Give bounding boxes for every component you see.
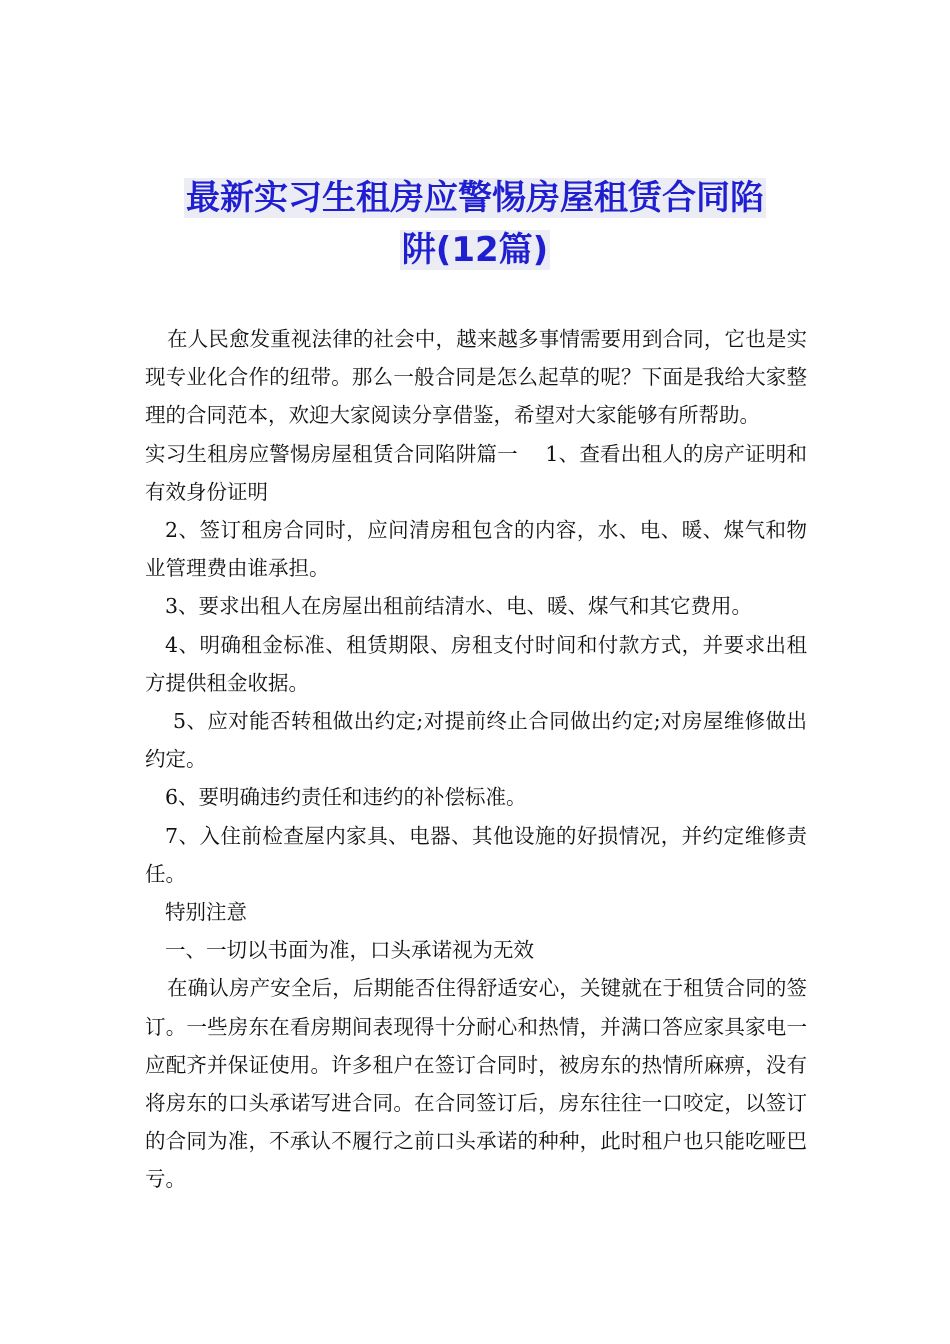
note-item-1-paragraph: 在确认房产安全后，后期能否住得舒适安心，关键就在于租赁合同的签订。一些房东在看房期间表现得十分耐心和热情，并满口答应家具家电一应配齐并保证使用。许多租户在签订合同时，被房东的热情所麻痹，没有将房东的口头承诺写进合同。在合同签订后，房东往往一口咬定，以签订的合同为准，不承认不履行之前口头承诺的种种，此时租户也只能吃哑巴亏。: [145, 976, 807, 1192]
title-line-1: 最新实习生租房应警惕房屋租赁合同陷: [186, 178, 764, 218]
list-item-3: 3、要求出租人在房屋出租前结清水、电、暖、煤气和其它费用。: [165, 594, 753, 619]
list-item-7: 7、入住前检查屋内家具、电器、其他设施的好损情况，并约定维修责任。: [145, 823, 807, 886]
list-item-6: 6、要明确违约责任和违约的补偿标准。: [165, 785, 527, 810]
list-item-2: 2、签订租房合同时，应问清房租包含的内容，水、电、暖、煤气和物业管理费由谁承担。: [145, 518, 807, 581]
title-line-2: 阱(12篇): [401, 230, 549, 270]
special-note-heading: 特别注意: [165, 900, 247, 925]
section-heading-paragraph: 实习生租房应警惕房屋租赁合同陷阱篇一 1、查看出租人的房产证明和有效身份证明: [145, 441, 807, 504]
list-item-5: 5、应对能否转租做出约定;对提前终止合同做出约定;对房屋维修做出约定。: [145, 709, 807, 772]
document-title: [120, 172, 830, 276]
intro-paragraph: 在人民愈发重视法律的社会中，越来越多事情需要用到合同，它也是实现专业化合作的纽带。那么一般合同是怎么起草的呢？下面是我给大家整理的合同范本，欢迎大家阅读分享借鉴，希望对大家能够有所帮助。: [145, 327, 807, 428]
document-body: [145, 320, 807, 1199]
note-item-1-heading: 一、一切以书面为准，口头承诺视为无效: [165, 938, 534, 963]
list-item-4: 4、明确租金标准、租赁期限、房租支付时间和付款方式，并要求出租方提供租金收据。: [145, 632, 807, 695]
